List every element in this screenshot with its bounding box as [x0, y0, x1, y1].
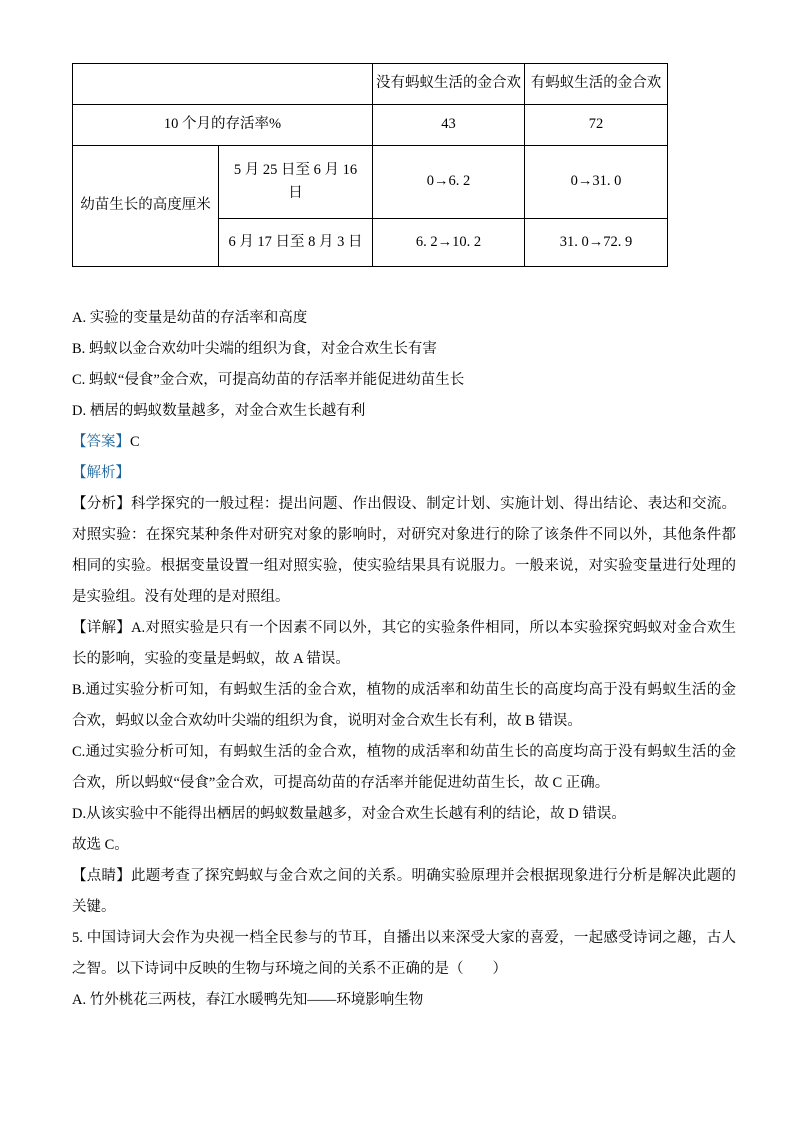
table-cell-survival-no-ants: 43	[373, 105, 525, 146]
option-a: A. 实验的变量是幼苗的存活率和高度	[72, 310, 308, 326]
question5-option-a: A. 竹外桃花三两枝，春江水暖鸭先知——环境影响生物	[72, 992, 424, 1008]
detail-conclusion: 故选 C。	[72, 837, 129, 853]
analysis-marker: 【解析】	[72, 465, 130, 481]
question-body	[72, 303, 736, 1016]
table-cell-empty	[73, 64, 373, 105]
table-cell-period2-with-ants: 31. 0→72. 9	[525, 219, 668, 267]
detail-a-paragraph: 【详解】A.对照实验是只有一个因素不同以外，其它的实验条件相同，所以本实验探究蚂蚁对金合欢生长的影响，实验的变量是蚂蚁，故 A 错误。	[72, 620, 736, 667]
summary-paragraph: 【点睛】此题考查了探究蚂蚁与金合欢之间的关系。明确实验原理并会根据现象进行分析是解决此题的关键。	[72, 868, 736, 915]
table-cell-period2-no-ants: 6. 2→10. 2	[373, 219, 525, 267]
table-row-header	[73, 64, 668, 105]
analysis-marker-line	[72, 458, 736, 489]
detail-d-paragraph: D.从该实验中不能得出栖居的蚂蚁数量越多，对金合欢生长越有利的结论，故 D 错误。	[72, 806, 626, 822]
table-cell-header-no-ants: 没有蚂蚁生活的金合欢	[373, 64, 525, 105]
table-cell-height-label: 幼苗生长的高度厘米	[73, 146, 219, 267]
option-c: C. 蚂蚁“侵食”金合欢，可提高幼苗的存活率并能促进幼苗生长	[72, 372, 465, 388]
table-cell-period2-label: 6 月 17 日至 8 月 3 日	[219, 219, 373, 267]
analysis-paragraph: 【分析】科学探究的一般过程：提出问题、作出假设、制定计划、实施计划、得出结论、表达和交流。对照实验：在探究某种条件对研究对象的影响时，对研究对象进行的除了该条件不同以外，其他条件都相同的实验。根据变量设置一组对照实验，使实验结果具有说服力。一般来说，对实验变量进行处理的是实验组。没有处理的是对照组。	[72, 496, 736, 605]
table-cell-survival-label: 10 个月的存活率%	[73, 105, 373, 146]
table-cell-period1-label	[219, 146, 373, 219]
detail-b-paragraph: B.通过实验分析可知，有蚂蚁生活的金合欢，植物的成活率和幼苗生长的高度均高于没有蚂蚁生活的金合欢，蚂蚁以金合欢幼叶尖端的组织为食，说明对金合欢生长有利，故 B 错误。	[72, 682, 736, 729]
option-d: D. 栖居的蚂蚁数量越多，对金合欢生长越有利	[72, 403, 366, 419]
detail-c-paragraph: C.通过实验分析可知，有蚂蚁生活的金合欢，植物的成活率和幼苗生长的高度均高于没有蚂蚁生活的金合欢，所以蚂蚁“侵食”金合欢，可提高幼苗的存活率并能促进幼苗生长，故 C 正确。	[72, 744, 736, 791]
question5-stem: 5. 中国诗词大会作为央视一档全民参与的节耳，自播出以来深受大家的喜爱，一起感受诗词之趣，古人之智。以下诗词中反映的生物与环境之间的关系不正确的是（ ）	[72, 930, 736, 977]
table-cell-period1-with-ants: 0→31. 0	[525, 146, 668, 219]
experiment-table	[72, 63, 668, 267]
answer-line	[72, 427, 736, 458]
table-cell-survival-with-ants: 72	[525, 105, 668, 146]
option-b: B. 蚂蚁以金合欢幼叶尖端的组织为食，对金合欢生长有害	[72, 341, 437, 357]
table-row-height-period1	[73, 146, 668, 219]
answer-marker: 【答案】	[72, 434, 130, 450]
table-row-survival	[73, 105, 668, 146]
table-cell-header-with-ants: 有蚂蚁生活的金合欢	[525, 64, 668, 105]
answer-value: C	[130, 434, 140, 450]
period1-text: 5 月 25 日至 6 月 16 日	[233, 161, 358, 201]
table-cell-period1-no-ants: 0→6. 2	[373, 146, 525, 219]
